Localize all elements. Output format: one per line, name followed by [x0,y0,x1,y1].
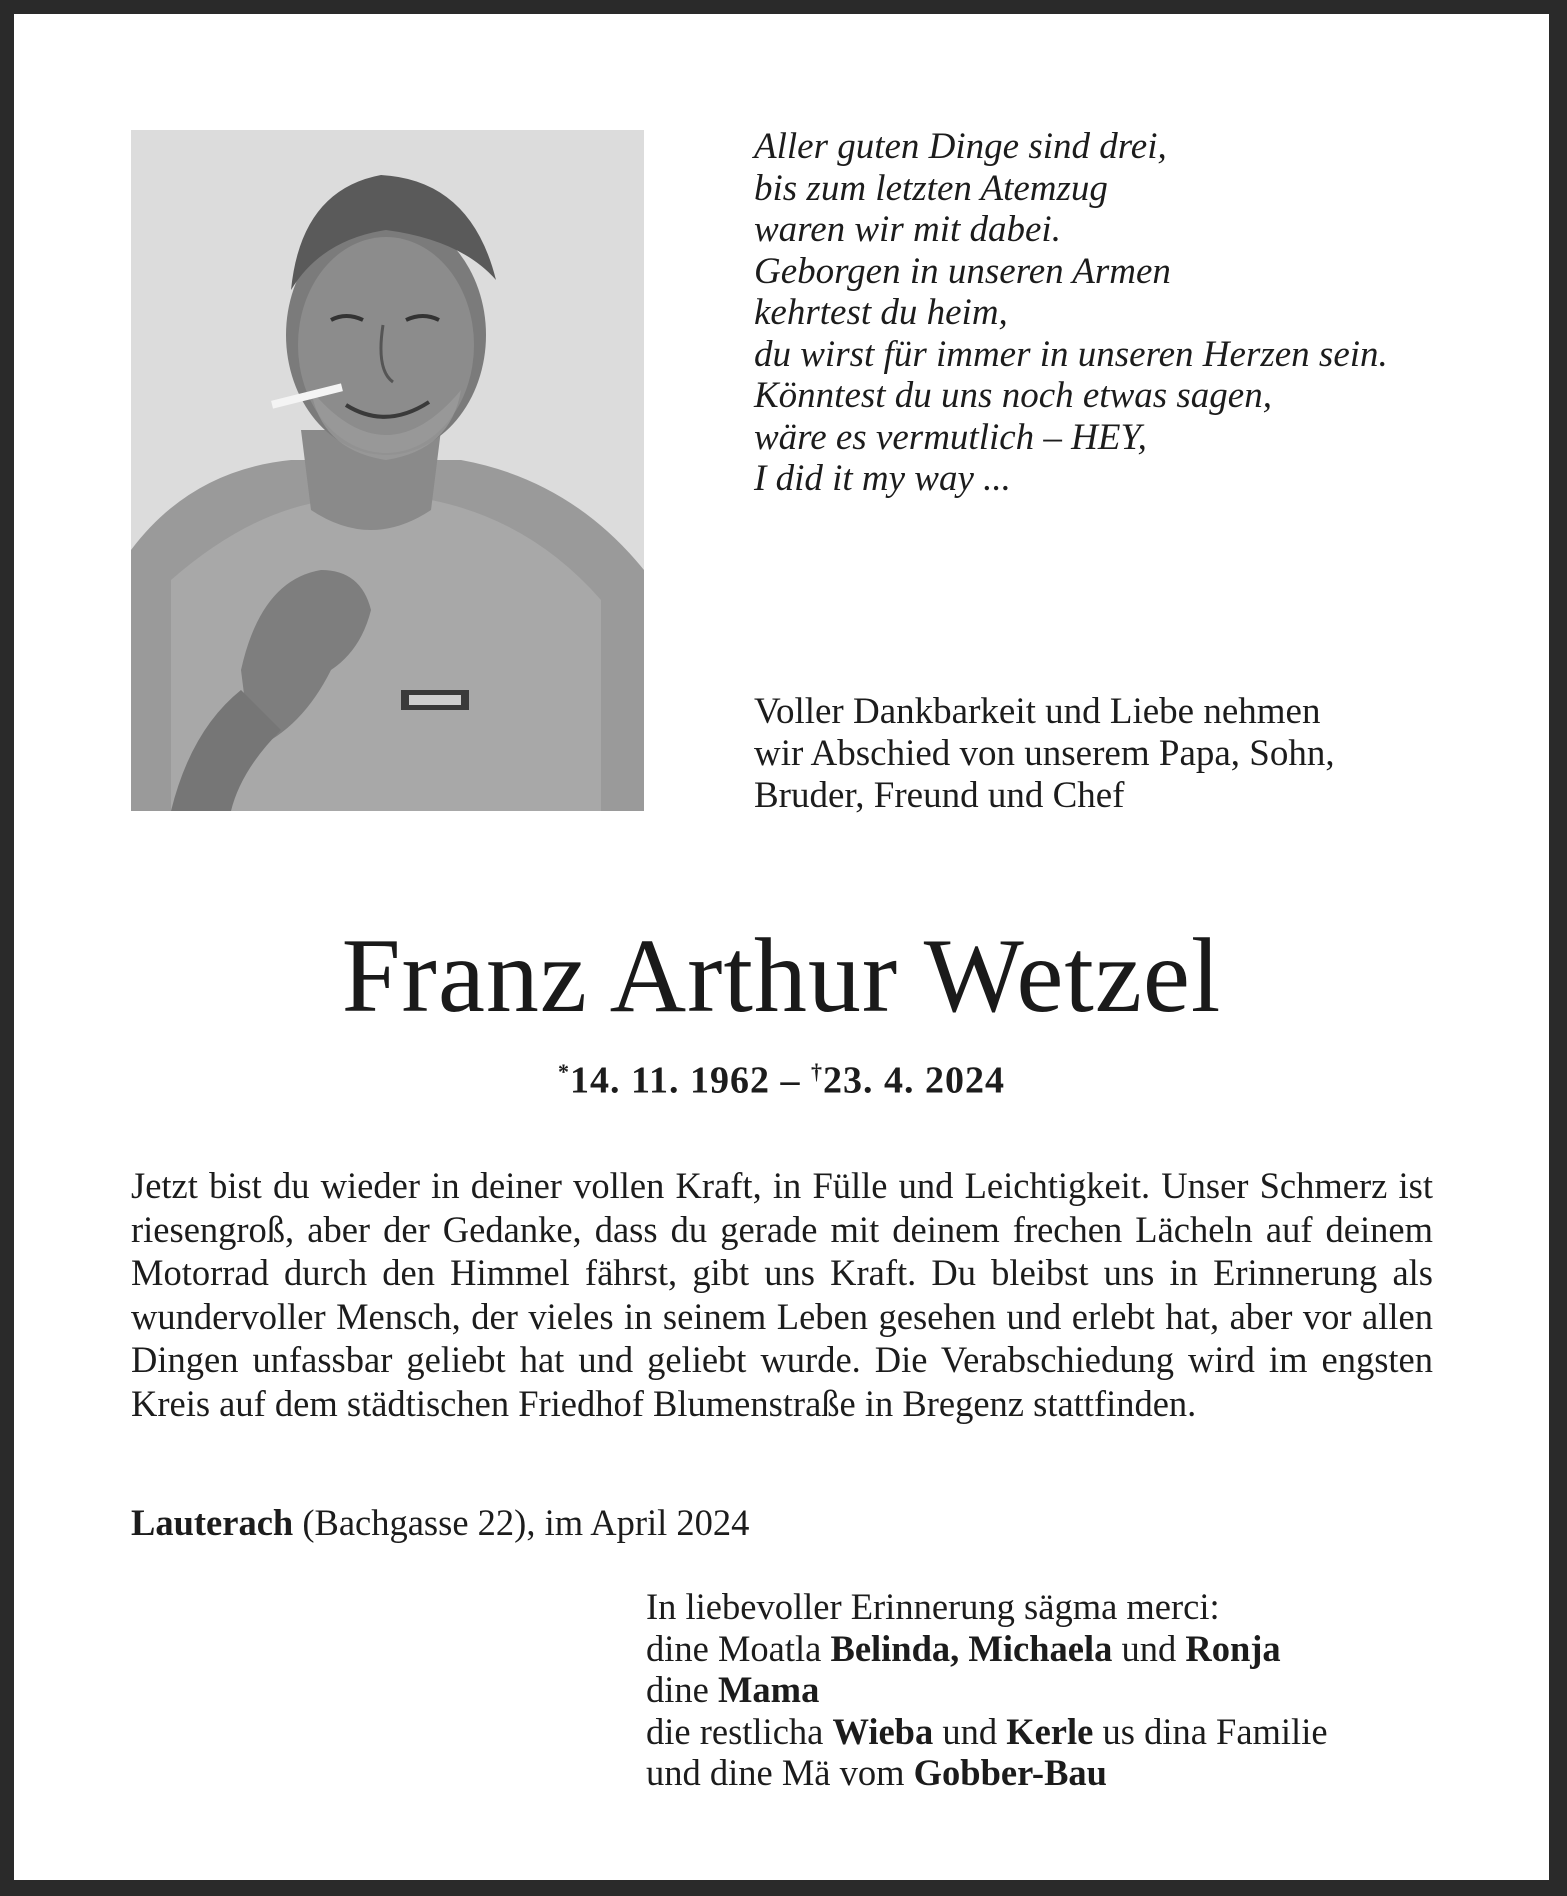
place-town: Lauterach [131,1502,294,1543]
signature-line: die restlicha Wieba und Kerle us dina Familie [646,1710,1328,1752]
mourner-name: Kerle [1006,1710,1094,1752]
farewell-line: Bruder, Freund und Chef [754,775,1125,816]
poem-line: wäre es vermutlich – HEY, [754,416,1147,458]
company-name: Gobber-Bau [913,1752,1107,1793]
poem-line: Könntest du uns noch etwas sagen, [754,375,1272,416]
death-date: 23. 4. 2024 [822,1059,1005,1102]
portrait-illustration [131,130,644,811]
place-rest: (Bachgasse 22), im April 2024 [293,1502,750,1543]
life-dates [14,1050,1549,1103]
signature-line: In liebevoller Erinnerung sägma merci: [646,1586,1220,1627]
poem-line: bis zum letzten Atemzug [754,167,1108,209]
farewell-line: wir Abschied von unserem Papa, Sohn, [754,733,1335,774]
signature-block [646,1586,1506,1794]
mourner-name: Ronja [1185,1627,1281,1669]
obituary-body-text: Jetzt bist du wieder in deiner vollen Kraft, in Fülle und Leichtigkeit. Unser Schmerz ist riesengroß, aber der Gedanke, dass du gerade mit deinem frechen Lächeln auf deinem Motorrad durch den Himmel fährst, gibt uns Kraft. Du bleibst uns in Erinnerung als wundervoller Mensch, der vieles in seinem Leben gesehen und erlebt hat, aber vor allen Dingen unfassbar geliebt hat und geliebt wurde. Die Verabschiedung wird im engsten Kreis auf dem städtischen Friedhof Blumenstraße in Bregenz stattfinden. [131,1165,1433,1424]
born-symbol: * [558,1059,571,1084]
signature-line: dine Mama [646,1669,820,1710]
date-separator: – [769,1059,811,1102]
poem-line: waren wir mit dabei. [754,209,1061,250]
poem-line: du wirst für immer in unseren Herzen sein. [754,333,1388,375]
farewell-line: Voller Dankbarkeit und Liebe nehmen [754,691,1321,732]
signature-line: und dine Mä vom Gobber-Bau [646,1752,1107,1793]
portrait-photo [131,130,644,811]
poem-line: Geborgen in unseren Armen [754,250,1171,292]
mourner-name: Mama [717,1669,820,1710]
farewell-text [754,691,1454,817]
died-symbol: † [810,1059,823,1084]
poem-line: Aller guten Dinge sind drei, [754,126,1167,167]
poem-line: kehrtest du heim, [754,292,1008,333]
place-and-date [131,1501,1031,1545]
mourner-name: Wieba [832,1710,934,1752]
deceased-name: Franz Arthur Wetzel [341,917,1222,1034]
signature-line: dine Moatla Belinda, Michaela und Ronja [646,1627,1281,1669]
mourner-names: Belinda, Michaela [830,1627,1113,1669]
poem-line: I did it my way ... [754,458,1011,499]
birth-date: 14. 11. 1962 [570,1059,770,1102]
obituary-card [14,14,1549,1880]
poem [754,126,1494,500]
